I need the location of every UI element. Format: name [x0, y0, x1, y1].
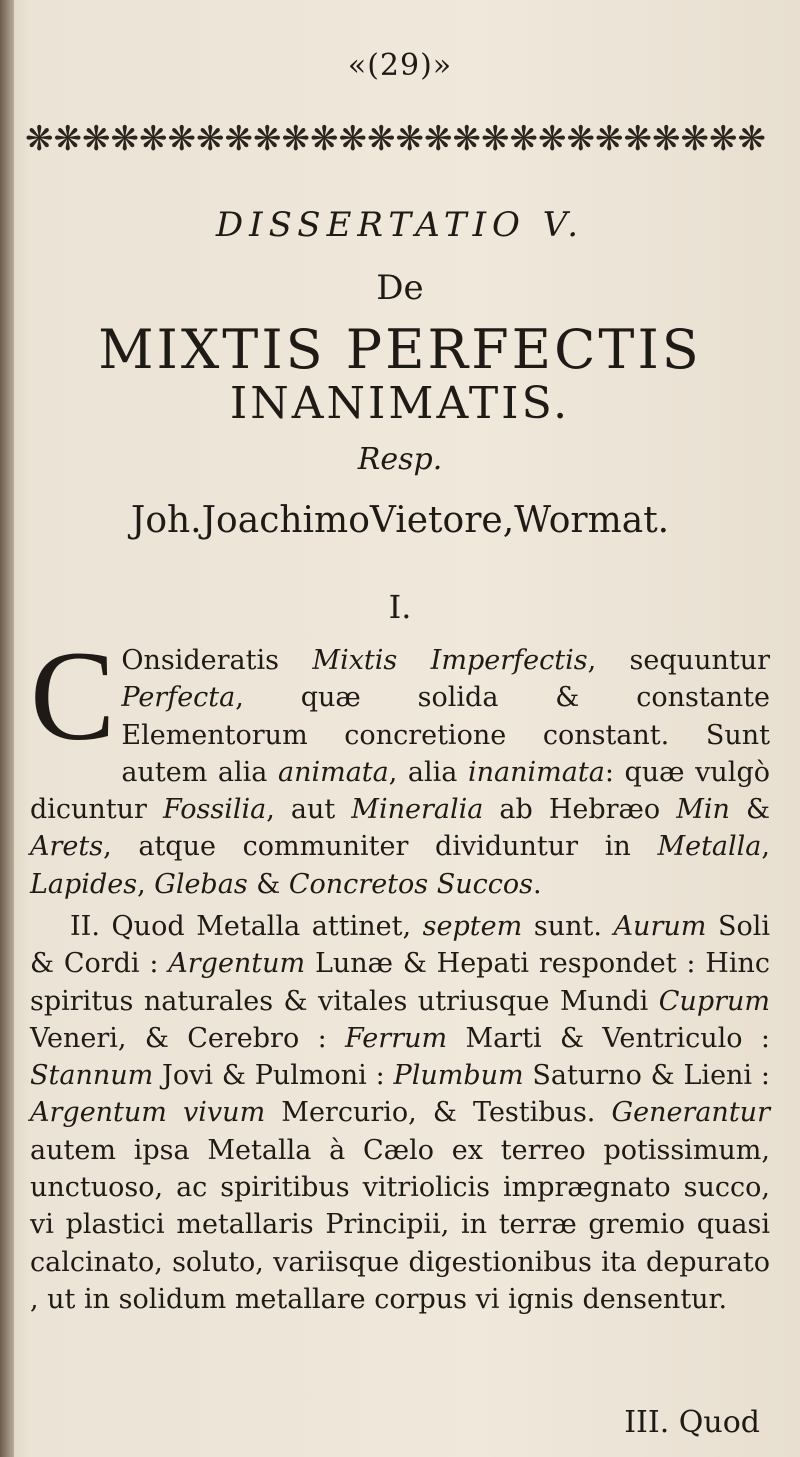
italic-term: Ferrum — [345, 1022, 448, 1054]
ornament-glyph: ❋ — [281, 119, 310, 159]
text-span: Lunæ & Hepati respondet : Hinc spiritus naturales & vitales utriusque Mundi — [30, 948, 770, 1017]
text-span: , alia — [388, 756, 469, 788]
text-span: Onsideratis — [121, 645, 313, 676]
ornament-glyph: ❋ — [139, 119, 168, 159]
italic-term: Generantur — [611, 1097, 770, 1129]
text-span: Saturno & Lieni : — [523, 1060, 770, 1092]
paragraph-2 — [30, 908, 770, 1318]
ornament-glyph: ❋ — [253, 119, 282, 159]
ornament-glyph: ❋ — [509, 119, 538, 159]
dissertation-heading: DISSERTATIO V. — [215, 205, 585, 245]
ornament-glyph: ❋ — [623, 119, 652, 159]
text-span: Jovi & Pulmoni : — [153, 1060, 394, 1092]
ornament-glyph: ❋ — [680, 119, 709, 159]
title-de: De — [376, 268, 424, 308]
text-span: Veneri, & Cerebro : — [30, 1022, 346, 1054]
italic-term: Metalla — [657, 831, 762, 863]
ornament-glyph: ❋ — [424, 119, 453, 159]
ornament-glyph: ❋ — [310, 119, 339, 159]
italic-term: inanimata — [468, 756, 605, 788]
italic-term: Stannum — [30, 1060, 154, 1092]
ornament-glyph: ❋ — [196, 119, 225, 159]
author-name: Joh.JoachimoVietore,Wormat. — [130, 500, 670, 541]
respondent-label: Resp. — [357, 442, 443, 477]
ornament-glyph: ❋ — [737, 119, 766, 159]
italic-term: Arets — [30, 831, 104, 863]
italic-term: Plumbum — [393, 1060, 524, 1092]
italic-term: Lapides — [30, 868, 138, 900]
paragraph-1 — [30, 625, 770, 903]
text-span: Marti & Ventriculo : — [447, 1022, 770, 1054]
ornament-glyph: ❋ — [25, 119, 54, 159]
section-number-1: I. — [388, 588, 412, 626]
ornament-glyph: ❋ — [566, 119, 595, 159]
text-span: II. Quod Metalla attinet, — [70, 911, 423, 942]
text-span: , sequuntur — [587, 645, 770, 676]
ornament-band — [25, 115, 765, 163]
ornament-glyph: ❋ — [395, 119, 424, 159]
text-span: , aut — [266, 794, 352, 826]
italic-term: Mixtis Imperfectis — [312, 645, 588, 676]
page-number: «(29)» — [347, 48, 453, 83]
italic-term: Cuprum — [658, 985, 770, 1017]
italic-term: septem — [422, 911, 523, 942]
text-span: autem ipsa Metalla à Cælo ex terreo potissimum, unctuoso, ac spiritibus vitriolicis imprægnato succo, vi plastici metallaris Principii, in terræ gremio quasi calcinato, soluto, variisque digestionibus ita depurato , ut in solidum metallare corpus vi ignis densentur. — [30, 1134, 770, 1315]
ornament-glyph: ❋ — [452, 119, 481, 159]
italic-term: Perfecta — [121, 682, 236, 714]
text-span: , quæ solida & constante Elementorum concretione constant. Sunt autem alia — [121, 682, 770, 788]
ornament-glyph: ❋ — [224, 119, 253, 159]
ornament-glyph: ❋ — [595, 119, 624, 159]
ornament-glyph: ❋ — [82, 119, 111, 159]
ornament-glyph: ❋ — [167, 119, 196, 159]
text-span: ab Hebræo — [483, 794, 677, 826]
italic-term: Aurum — [613, 911, 707, 942]
italic-term: Argentum vivum — [30, 1097, 266, 1129]
text-span: sunt. — [522, 911, 614, 942]
text-span: , atque communiter dividuntur in — [103, 831, 658, 863]
ornament-glyph: ❋ — [367, 119, 396, 159]
catchword: III. Quod — [624, 1405, 760, 1440]
text-span: Mercurio, & Testibus. — [265, 1097, 612, 1129]
text-span: & — [729, 794, 770, 826]
title-line-1: MIXTIS PERFECTIS — [98, 318, 702, 381]
ornament-glyph: ❋ — [709, 119, 738, 159]
italic-term: Fossilia — [163, 794, 267, 826]
italic-term: Argentum — [168, 948, 306, 980]
drop-cap: C — [30, 625, 116, 767]
text-span: Soli & Cordi : — [30, 911, 771, 980]
ornament-glyph: ❋ — [53, 119, 82, 159]
text-span: , — [137, 868, 155, 900]
ornament-glyph: ❋ — [110, 119, 139, 159]
italic-term: animata — [277, 756, 389, 788]
title-line-2: INANIMATIS. — [229, 378, 571, 429]
ornament-glyph: ❋ — [338, 119, 367, 159]
text-span: : quæ vulgò dicuntur — [30, 756, 770, 826]
italic-term: Glebas — [154, 868, 248, 900]
text-span: , — [761, 831, 770, 863]
text-span: . — [532, 868, 542, 900]
text-span: & — [247, 868, 289, 900]
italic-term: Min — [676, 794, 730, 826]
ornament-glyph: ❋ — [481, 119, 510, 159]
italic-term: Mineralia — [351, 794, 484, 826]
italic-term: Concretos Succos — [288, 868, 533, 900]
ornament-glyph: ❋ — [652, 119, 681, 159]
ornament-glyph: ❋ — [538, 119, 567, 159]
